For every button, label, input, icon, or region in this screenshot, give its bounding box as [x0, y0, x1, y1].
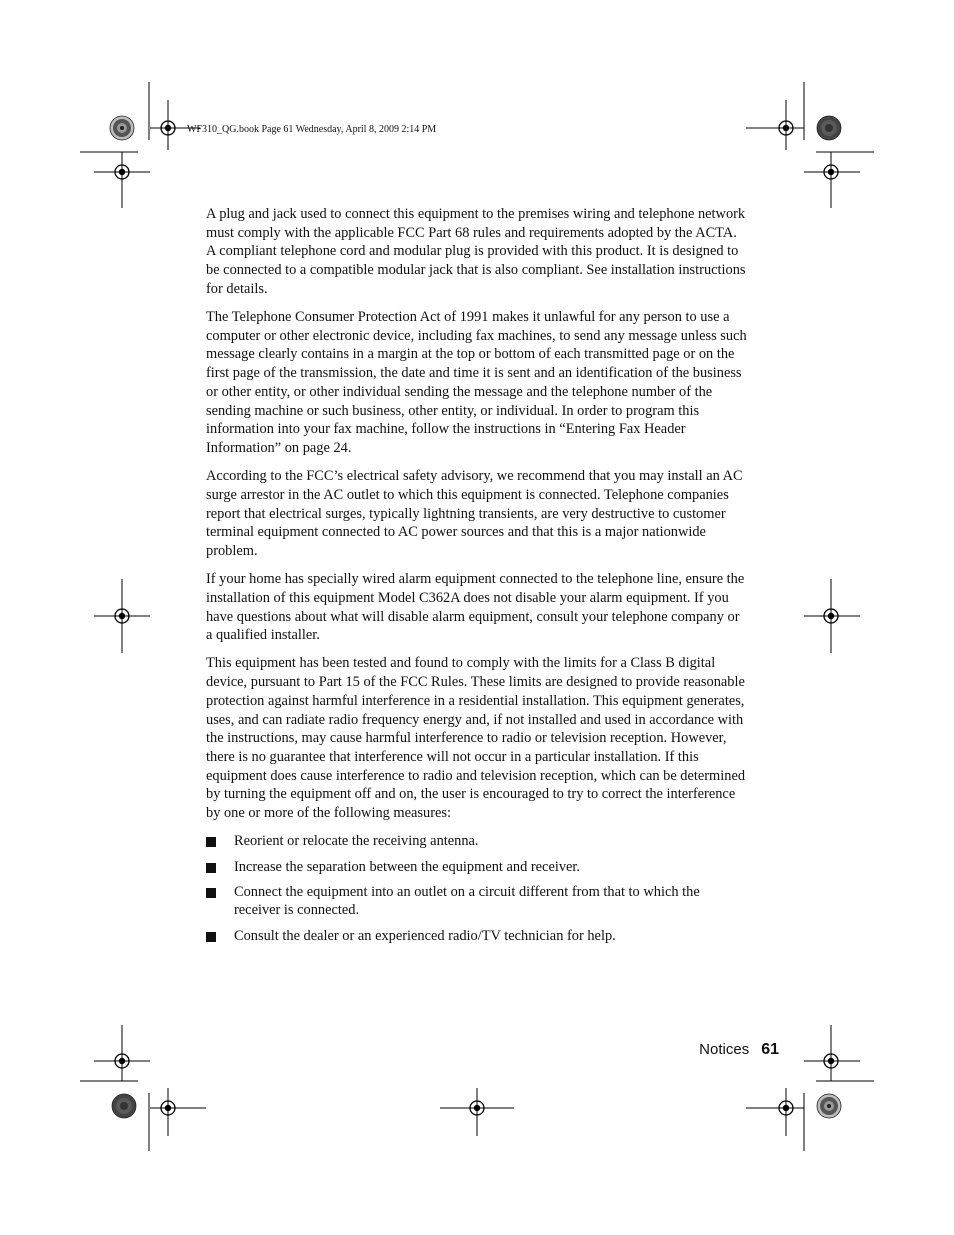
- page-footer: [699, 1041, 779, 1059]
- footer-section-name: Notices: [699, 1041, 750, 1058]
- measures-list: [206, 832, 748, 945]
- list-item: [206, 858, 748, 877]
- page-body: [206, 205, 748, 952]
- page-number: 61: [761, 1041, 779, 1058]
- square-bullet-icon: [206, 932, 216, 942]
- list-item: [206, 883, 748, 920]
- list-item-text: Reorient or relocate the receiving antenna.: [234, 833, 479, 850]
- square-bullet-icon: [206, 837, 216, 847]
- list-item-text: Increase the separation between the equipment and receiver.: [234, 858, 581, 875]
- paragraph: This equipment has been tested and found to comply with the limits for a Class B digital device, pursuant to Part 15 of the FCC Rules. These limits are designed to provide reasonable protection against harmful interference in a residential installation. This equipment generates, uses, and can radiate radio frequency energy and, if not installed and used in accordance with the instructions, may cause harmful interference to radio or television reception. However, there is no guarantee that interference will not occur in a particular installation. If this equipment does cause interference to radio and television reception, which can be determined by turning the equipment off and on, the user is encouraged to try to correct the interference by one or more of the following measures:: [206, 655, 746, 822]
- paragraph: The Telephone Consumer Protection Act of 1991 makes it unlawful for any person to use a computer or other electronic device, including fax machines, to send any message unless such message clearly contains in a margin at the top or bottom of each transmitted page or on the first page of the transmission, the date and time it is sent and an identification of the business or other entity, or other individual sending the message and the telephone number of the sending machine or such business, other entity, or individual. In order to program this information into your fax machine, follow the instructions in “Entering Fax Header Information” on page 24.: [206, 309, 747, 456]
- list-item-text: Connect the equipment into an outlet on a circuit different from that to which the receiver is connected.: [234, 883, 700, 919]
- square-bullet-icon: [206, 863, 216, 873]
- square-bullet-icon: [206, 888, 216, 898]
- list-item-text: Consult the dealer or an experienced radio/TV technician for help.: [234, 927, 616, 944]
- book-slug-line: WF310_QG.book Page 61 Wednesday, April 8, 2009 2:14 PM: [187, 124, 437, 135]
- paragraph: If your home has specially wired alarm equipment connected to the telephone line, ensure the installation of this equipment Model C362A does not disable your alarm equipment. If you have questions about what will disable alarm equipment, consult your telephone company or a qualified installer.: [206, 571, 745, 644]
- paragraph: A plug and jack used to connect this equipment to the premises wiring and telephone network must comply with the applicable FCC Part 68 rules and requirements adopted by the ACTA. A compliant telephone cord and modular plug is provided with this product. It is designed to be connected to a compatible modular jack that is also compliant. See installation instructions for details.: [206, 206, 746, 297]
- paragraph: According to the FCC’s electrical safety advisory, we recommend that you may install an AC surge arrestor in the AC outlet to which this equipment is connected. Telephone companies report that electrical surges, typically lightning transients, are very destructive to customer terminal equipment connected to AC power sources and that this is a major nationwide problem.: [206, 468, 743, 559]
- list-item: [206, 832, 748, 851]
- list-item: [206, 927, 748, 946]
